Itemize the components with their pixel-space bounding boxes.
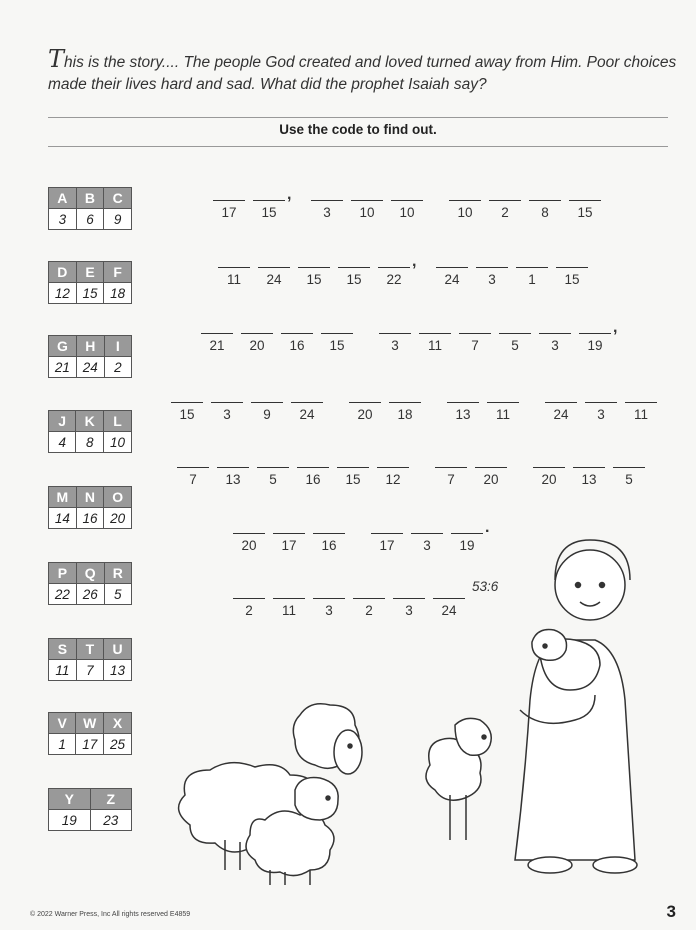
key-code: 5	[104, 584, 131, 605]
key-letter: V	[49, 713, 76, 734]
key-code: 15	[76, 283, 104, 304]
blank-code-number: 16	[305, 472, 321, 487]
blank-code-number: 11	[495, 407, 510, 422]
letter-blank[interactable]	[624, 402, 658, 422]
key-letter: C	[104, 188, 132, 209]
blank-code-number: 16	[289, 338, 305, 353]
blank-code-number: 15	[577, 205, 593, 220]
code-key-group	[48, 788, 132, 831]
key-code: 2	[104, 357, 131, 378]
punctuation-mark: .	[485, 519, 490, 536]
letter-blank[interactable]	[296, 467, 330, 487]
key-code: 3	[49, 209, 77, 230]
letter-blank[interactable]	[297, 267, 331, 287]
key-letter: Q	[76, 563, 104, 584]
letter-blank[interactable]	[240, 333, 274, 353]
letter-blank[interactable]	[378, 333, 412, 353]
key-code: 10	[104, 432, 132, 453]
blank-code-number: 3	[323, 205, 331, 220]
key-code: 25	[104, 734, 132, 755]
key-code: 12	[49, 283, 77, 304]
blank-code-number: 17	[221, 205, 237, 220]
letter-blank[interactable]	[216, 467, 250, 487]
blank-code-number: 13	[455, 407, 471, 422]
key-letter: P	[49, 563, 77, 584]
blank-code-number: 7	[189, 472, 197, 487]
key-letter: Z	[90, 789, 132, 810]
blank-code-number: 9	[263, 407, 271, 422]
blank-code-number: 1	[528, 272, 536, 287]
letter-blank[interactable]	[515, 267, 549, 287]
letter-blank[interactable]	[336, 467, 370, 487]
blank-code-number: 2	[245, 603, 253, 618]
top-rule	[48, 117, 668, 118]
blank-code-number: 17	[379, 538, 395, 553]
intro-paragraph	[48, 45, 688, 96]
letter-blank[interactable]	[290, 402, 324, 422]
letter-blank[interactable]	[435, 267, 469, 287]
key-letter: I	[104, 336, 131, 357]
letter-blank[interactable]	[572, 467, 606, 487]
key-letter: T	[76, 639, 103, 660]
blank-code-number: 13	[225, 472, 241, 487]
code-key-group	[48, 562, 132, 605]
blank-code-number: 18	[397, 407, 413, 422]
letter-blank[interactable]	[578, 333, 612, 353]
blank-code-number: 7	[471, 338, 479, 353]
letter-blank[interactable]	[446, 402, 480, 422]
key-letter: J	[49, 411, 76, 432]
key-code: 20	[104, 508, 132, 529]
letter-blank[interactable]	[568, 200, 602, 220]
letter-blank[interactable]	[486, 402, 520, 422]
key-letter: M	[49, 487, 77, 508]
blank-code-number: 13	[581, 472, 597, 487]
letter-blank[interactable]	[212, 200, 246, 220]
key-letter: R	[104, 563, 131, 584]
blank-code-number: 24	[441, 603, 457, 618]
letter-blank[interactable]	[488, 200, 522, 220]
key-letter: H	[76, 336, 104, 357]
blank-code-number: 19	[587, 338, 603, 353]
blank-code-number: 3	[597, 407, 605, 422]
blank-code-number: 20	[357, 407, 373, 422]
blank-code-number: 12	[385, 472, 401, 487]
intro-text: his is the story.... The people God created and loved turned away from Him. Poor choices made their lives hard and sad. What did the prophet Isaiah say?	[48, 54, 677, 93]
key-code: 18	[104, 283, 132, 304]
letter-blank[interactable]	[434, 467, 468, 487]
blank-code-number: 11	[427, 338, 442, 353]
letter-blank[interactable]	[257, 267, 291, 287]
blank-code-number: 16	[321, 538, 337, 553]
key-code: 7	[76, 660, 103, 681]
letter-blank[interactable]	[584, 402, 618, 422]
blank-code-number: 22	[386, 272, 402, 287]
blank-code-number: 10	[457, 205, 473, 220]
key-code: 14	[49, 508, 77, 529]
key-code: 22	[49, 584, 77, 605]
blank-code-number: 3	[391, 338, 399, 353]
blank-code-number: 7	[447, 472, 455, 487]
letter-blank[interactable]	[538, 333, 572, 353]
letter-blank[interactable]	[458, 333, 492, 353]
blank-code-number: 3	[223, 407, 231, 422]
letter-blank[interactable]	[256, 467, 290, 487]
letter-blank[interactable]	[200, 333, 234, 353]
blank-code-number: 3	[325, 603, 333, 618]
letter-blank[interactable]	[170, 402, 204, 422]
letter-blank[interactable]	[252, 200, 286, 220]
blank-code-number: 15	[329, 338, 345, 353]
letter-blank[interactable]	[528, 200, 562, 220]
verse-reference: 53:6	[472, 579, 499, 594]
instruction-heading: Use the code to find out.	[279, 122, 437, 137]
letter-blank[interactable]	[217, 267, 251, 287]
key-letter: N	[76, 487, 104, 508]
blank-code-number: 3	[551, 338, 559, 353]
letter-blank[interactable]	[498, 333, 532, 353]
key-code: 26	[76, 584, 104, 605]
letter-blank[interactable]	[474, 467, 508, 487]
blank-code-number: 11	[281, 603, 296, 618]
blank-code-number: 5	[625, 472, 633, 487]
letter-blank[interactable]	[176, 467, 210, 487]
letter-blank[interactable]	[448, 200, 482, 220]
blank-code-number: 20	[541, 472, 557, 487]
blank-code-number: 10	[399, 205, 415, 220]
key-code: 24	[76, 357, 104, 378]
letter-blank[interactable]	[337, 267, 371, 287]
letter-blank[interactable]	[320, 333, 354, 353]
key-letter: F	[104, 262, 132, 283]
letter-blank[interactable]	[376, 467, 410, 487]
key-letter: U	[104, 639, 132, 660]
blank-code-number: 19	[459, 538, 475, 553]
key-letter: S	[49, 639, 77, 660]
blank-code-number: 24	[266, 272, 282, 287]
key-letter: L	[104, 411, 132, 432]
letter-blank[interactable]	[388, 402, 422, 422]
blank-code-number: 11	[226, 272, 241, 287]
key-letter: X	[104, 713, 132, 734]
blank-code-number: 8	[541, 205, 549, 220]
letter-blank[interactable]	[210, 402, 244, 422]
key-letter: D	[49, 262, 77, 283]
blank-code-number: 15	[261, 205, 277, 220]
blank-code-number: 15	[179, 407, 195, 422]
copyright-footer: © 2022 Warner Press, Inc All rights reserved E4859	[30, 911, 191, 918]
blank-code-number: 3	[423, 538, 431, 553]
blank-code-number: 21	[209, 338, 225, 353]
blank-code-number: 17	[281, 538, 297, 553]
key-letter: A	[49, 188, 77, 209]
key-code: 17	[76, 734, 104, 755]
blank-code-number: 15	[345, 472, 361, 487]
blank-code-number: 11	[633, 407, 648, 422]
key-code: 11	[49, 660, 77, 681]
letter-blank[interactable]	[390, 200, 424, 220]
key-code: 1	[49, 734, 76, 755]
blank-code-number: 24	[444, 272, 460, 287]
key-code: 8	[76, 432, 104, 453]
punctuation-mark: ,	[287, 186, 292, 203]
key-code: 19	[49, 810, 91, 831]
blank-code-number: 24	[553, 407, 569, 422]
code-key-group	[48, 410, 132, 453]
key-code: 4	[49, 432, 76, 453]
key-letter: B	[76, 188, 104, 209]
blank-code-number: 5	[511, 338, 519, 353]
letter-blank[interactable]	[544, 402, 578, 422]
key-code: 16	[76, 508, 104, 529]
letter-blank[interactable]	[250, 402, 284, 422]
blank-code-number: 3	[405, 603, 413, 618]
blank-code-number: 15	[346, 272, 362, 287]
letter-blank[interactable]	[350, 200, 384, 220]
page-number: 3	[666, 902, 676, 921]
key-code: 6	[76, 209, 104, 230]
code-key-group	[48, 335, 132, 378]
blank-code-number: 5	[269, 472, 277, 487]
bottom-rule	[48, 146, 668, 147]
blank-code-number: 10	[359, 205, 375, 220]
letter-blank[interactable]	[475, 267, 509, 287]
code-key-group	[48, 486, 132, 529]
blank-code-number: 24	[299, 407, 315, 422]
letter-blank[interactable]	[377, 267, 411, 287]
key-code: 21	[49, 357, 77, 378]
key-letter: Y	[49, 789, 91, 810]
key-letter: K	[76, 411, 104, 432]
letter-blank[interactable]	[555, 267, 589, 287]
key-letter: O	[104, 487, 132, 508]
key-code: 13	[104, 660, 132, 681]
blank-code-number: 20	[249, 338, 265, 353]
blank-code-number: 3	[488, 272, 496, 287]
letter-blank[interactable]	[348, 402, 382, 422]
blank-code-number: 2	[365, 603, 373, 618]
punctuation-mark: ,	[412, 253, 417, 270]
key-code: 23	[90, 810, 132, 831]
code-key-group	[48, 712, 132, 755]
key-code: 9	[104, 209, 132, 230]
letter-blank[interactable]	[418, 333, 452, 353]
blank-code-number: 20	[483, 472, 499, 487]
key-letter: E	[76, 262, 104, 283]
blank-code-number: 2	[501, 205, 509, 220]
blank-code-number: 15	[306, 272, 322, 287]
letter-blank[interactable]	[310, 200, 344, 220]
letter-blank[interactable]	[280, 333, 314, 353]
code-key-group	[48, 187, 132, 230]
letter-blank[interactable]	[612, 467, 646, 487]
key-letter: W	[76, 713, 104, 734]
letter-blank[interactable]	[532, 467, 566, 487]
code-key-group	[48, 638, 132, 681]
shepherd-sheep-illustration	[170, 530, 670, 890]
code-key-group	[48, 261, 132, 304]
key-letter: G	[49, 336, 77, 357]
punctuation-mark: ,	[613, 319, 618, 336]
intro-dropcap: T	[48, 45, 65, 73]
blank-code-number: 15	[564, 272, 580, 287]
blank-code-number: 20	[241, 538, 257, 553]
